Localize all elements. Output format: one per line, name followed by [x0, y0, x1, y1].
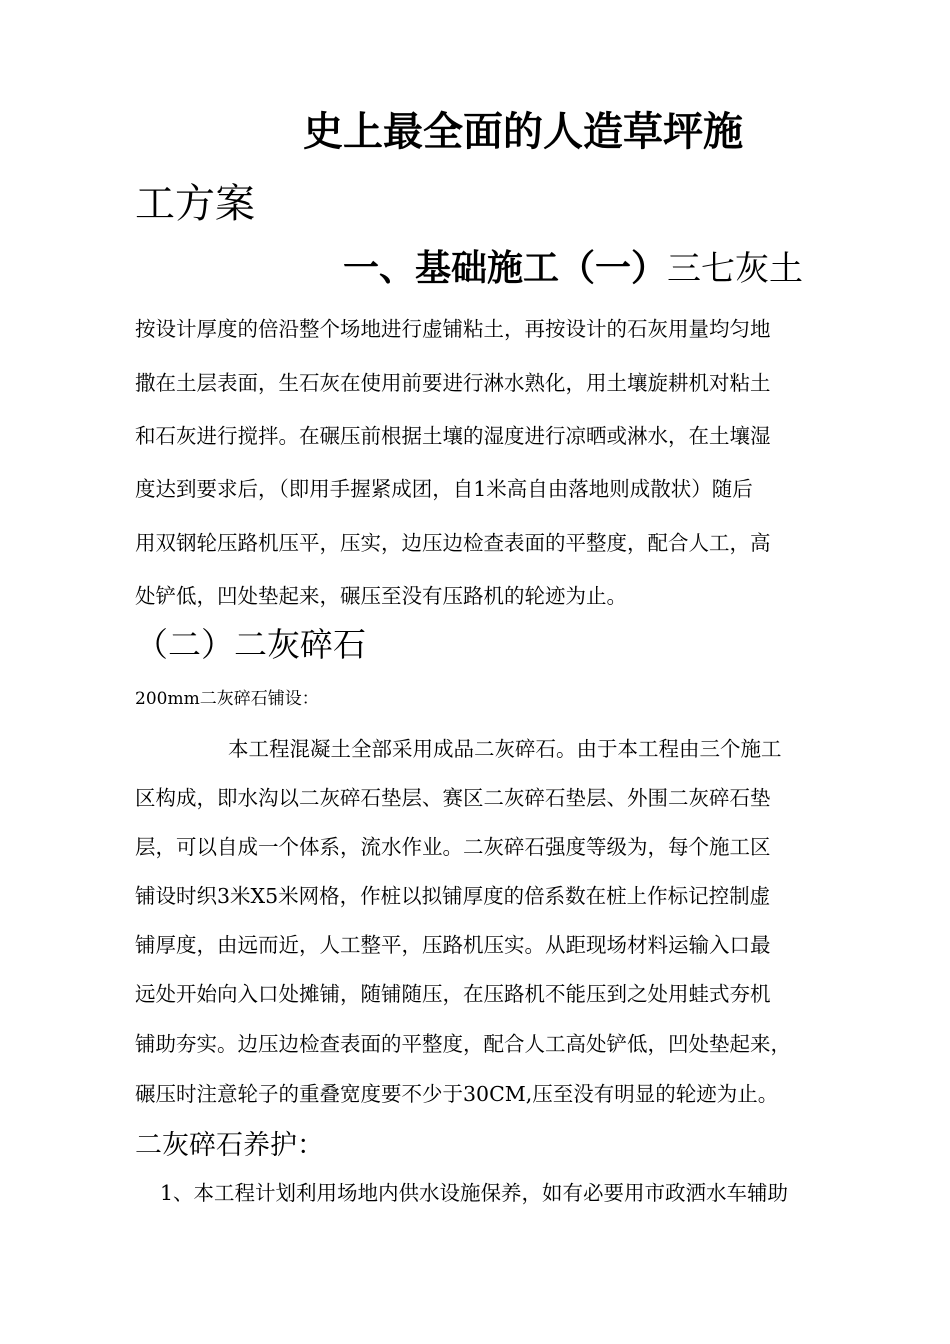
paragraph-line: 按设计厚度的倍沿整个场地进行虚铺粘土，再按设计的石灰用量均匀地: [135, 317, 771, 341]
list-item: 1、本工程计划利用场地内供水设施保养，如有必要用市政洒水车辅助: [160, 1181, 789, 1205]
section-3-heading: 二灰碎石养护：: [135, 1130, 324, 1161]
paragraph-line: 处铲低，凹处垫起来，碾压至没有压路机的轮迹为止。: [135, 584, 627, 608]
document-title-line-1: 史上最全面的人造草坪施: [303, 109, 743, 155]
section-1-subheading: 三七灰土: [667, 249, 804, 289]
section-2-heading: （二）二灰碎石: [135, 625, 366, 664]
paragraph-line: 铺厚度，由远而近，人工整平，压路机压实。从距现场材料运输入口最: [135, 933, 771, 957]
document-title-line-2: 工方案: [135, 181, 255, 227]
section-1-heading: 一、基础施工（一）: [343, 248, 668, 289]
section-1-heading-row: [343, 240, 803, 291]
paragraph-line: 远处开始向入口处摊铺，随铺随压，在压路机不能压到之处用蛙式夯机: [135, 982, 771, 1006]
section-2-note: 200mm二灰碎石铺设：: [135, 689, 319, 709]
paragraph-line: 度达到要求后，（即用手握紧成团，自1米高自由落地则成散状）随后: [135, 477, 753, 501]
paragraph-line: 撒在土层表面，生石灰在使用前要进行淋水熟化，用土壤旋耕机对粘土: [135, 371, 771, 395]
paragraph-line: 和石灰进行搅拌。在碾压前根据土壤的湿度进行凉晒或淋水，在土壤湿: [135, 424, 771, 448]
paragraph-line: 区构成，即水沟以二灰碎石垫层、赛区二灰碎石垫层、外围二灰碎石垫: [135, 786, 771, 810]
paragraph-line: 铺助夯实。边压边检查表面的平整度，配合人工高处铲低，凹处垫起来，: [135, 1032, 791, 1056]
paragraph-line: 层，可以自成一个体系，流水作业。二灰碎石强度等级为，每个施工区: [135, 835, 771, 859]
paragraph-line: 本工程混凝土全部采用成品二灰碎石。由于本工程由三个施工: [228, 737, 782, 761]
paragraph-line: 用双钢轮压路机压平，压实，边压边检查表面的平整度，配合人工，高: [135, 531, 771, 555]
paragraph-line: 碾压时注意轮子的重叠宽度要不少于30CM,压至没有明显的轮迹为止。: [135, 1082, 779, 1106]
paragraph-line: 铺设时织3米X5米网格，作桩以拟铺厚度的倍系数在桩上作标记控制虚: [135, 884, 771, 908]
